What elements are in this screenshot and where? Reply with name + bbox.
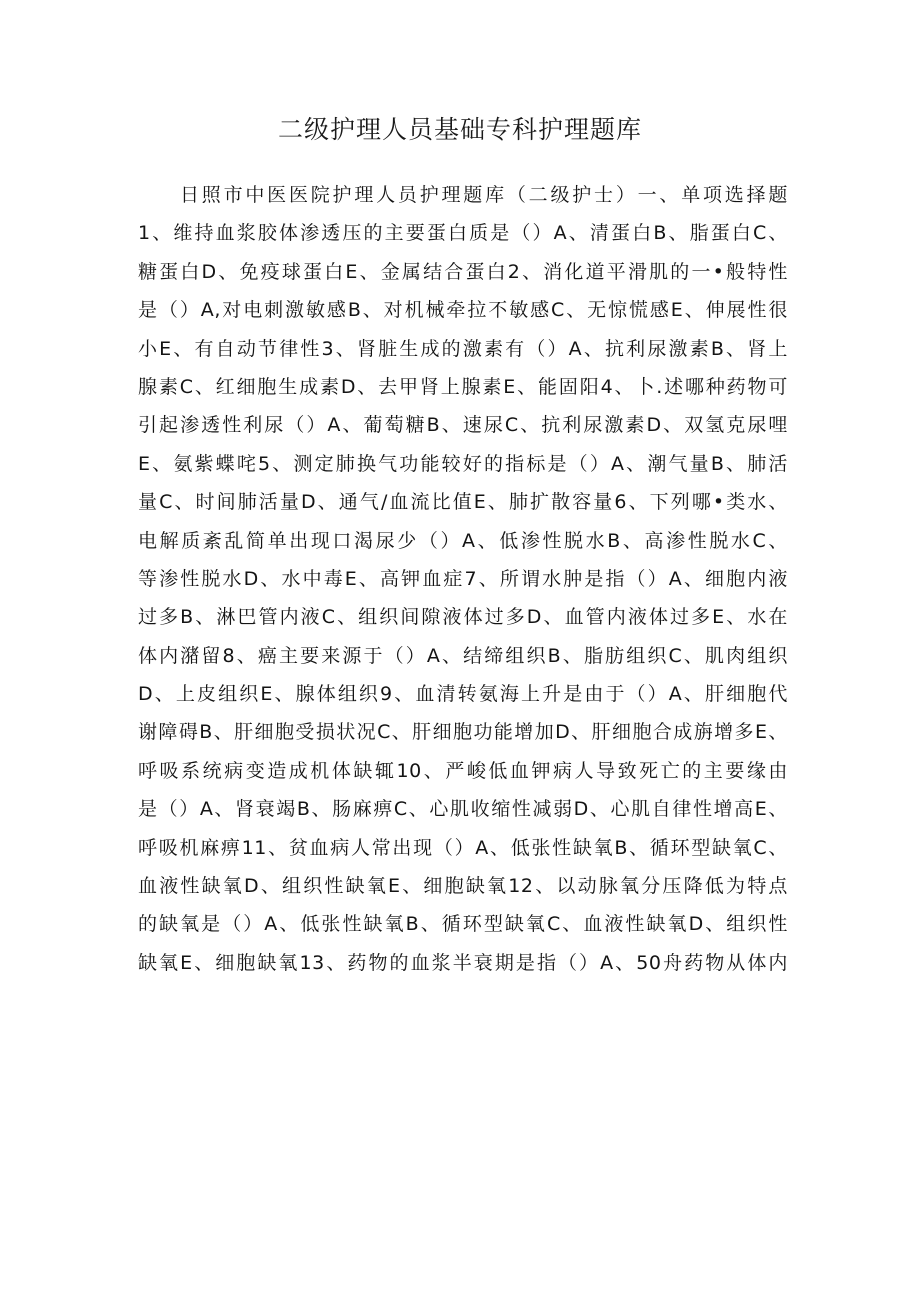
text-line: 呼吸机麻痹11、贫血病人常出现（）A、低张性缺氧B、循环型缺氧C、	[138, 836, 788, 859]
text-line: 糖蛋白D、免疫球蛋白E、金属结合蛋白2、消化道平滑肌的一•般特性	[138, 260, 788, 283]
text-line: 呼吸系统病变造成机体缺辄10、严峻低血钾病人导致死亡的主要缘由	[138, 759, 788, 782]
text-line: 引起渗透性利尿（）A、葡萄糖B、速尿C、抗利尿激素D、双氢克尿哩	[138, 414, 788, 437]
text-line: 等渗性脱水D、水中毒E、高钾血症7、所谓水肿是指（）A、细胞内液	[138, 567, 788, 590]
text-line: 的缺氧是（）A、低张性缺氧B、循环型缺氧C、血液性缺氧D、组织性	[138, 913, 788, 936]
text-line: 血液性缺氧D、组织性缺氧E、细胞缺氧12、以动脉氧分压降低为特点	[138, 875, 788, 898]
text-line: 日照市中医医院护理人员护理题库（二级护士）一、单项选择题	[180, 184, 788, 206]
text-line: 缺氧E、细胞缺氧13、药物的血浆半衰期是指（）A、50舟药物从体内	[138, 951, 788, 974]
document-title: 二级护理人员基础专科护理题库	[277, 115, 642, 144]
text-line: E、氨紫蝶咤5、测定肺换气功能较好的指标是（）A、潮气量B、肺活	[138, 452, 788, 475]
text-line: 腺素C、红细胞生成素D、去甲肾上腺素E、能固阳4、卜.述哪种药物可	[138, 375, 788, 398]
text-line: 是（）A、肾衰竭B、肠麻痹C、心肌收缩性减弱D、心肌自律性增高E、	[138, 798, 788, 821]
text-line: 小E、有自动节律性3、肾脏生成的激素有（）A、抗利尿激素B、肾上	[138, 337, 788, 360]
document-body	[138, 176, 788, 982]
text-line: 是（）A,对电刺激敏感B、对机械牵拉不敏感C、无惊慌感E、伸展性很	[138, 299, 788, 322]
text-line: 过多B、淋巴管内液C、组织间隙液体过多D、血管内液体过多E、水在	[138, 606, 788, 629]
text-line: D、上皮组织E、腺体组织9、血清转氨海上升是由于（）A、肝细胞代	[138, 683, 788, 706]
text-line: 谢障碍B、肝细胞受损状况C、肝细胞功能增加D、肝细胞合成旃增多E、	[138, 721, 788, 744]
text-line: 电解质紊乱简单出现口渴尿少（）A、低渗性脱水B、高渗性脱水C、	[138, 529, 788, 552]
text-line: 1、维持血浆胶体渗透压的主要蛋白质是（）A、清蛋白B、脂蛋白C、	[138, 222, 788, 245]
text-line: 量C、时间肺活量D、通气/血流比值E、肺扩散容量6、下列哪•类水、	[138, 491, 788, 514]
text-line: 体内潴留8、癌主要来源于（）A、结缔组织B、脂肪组织C、肌肉组织	[138, 644, 788, 667]
